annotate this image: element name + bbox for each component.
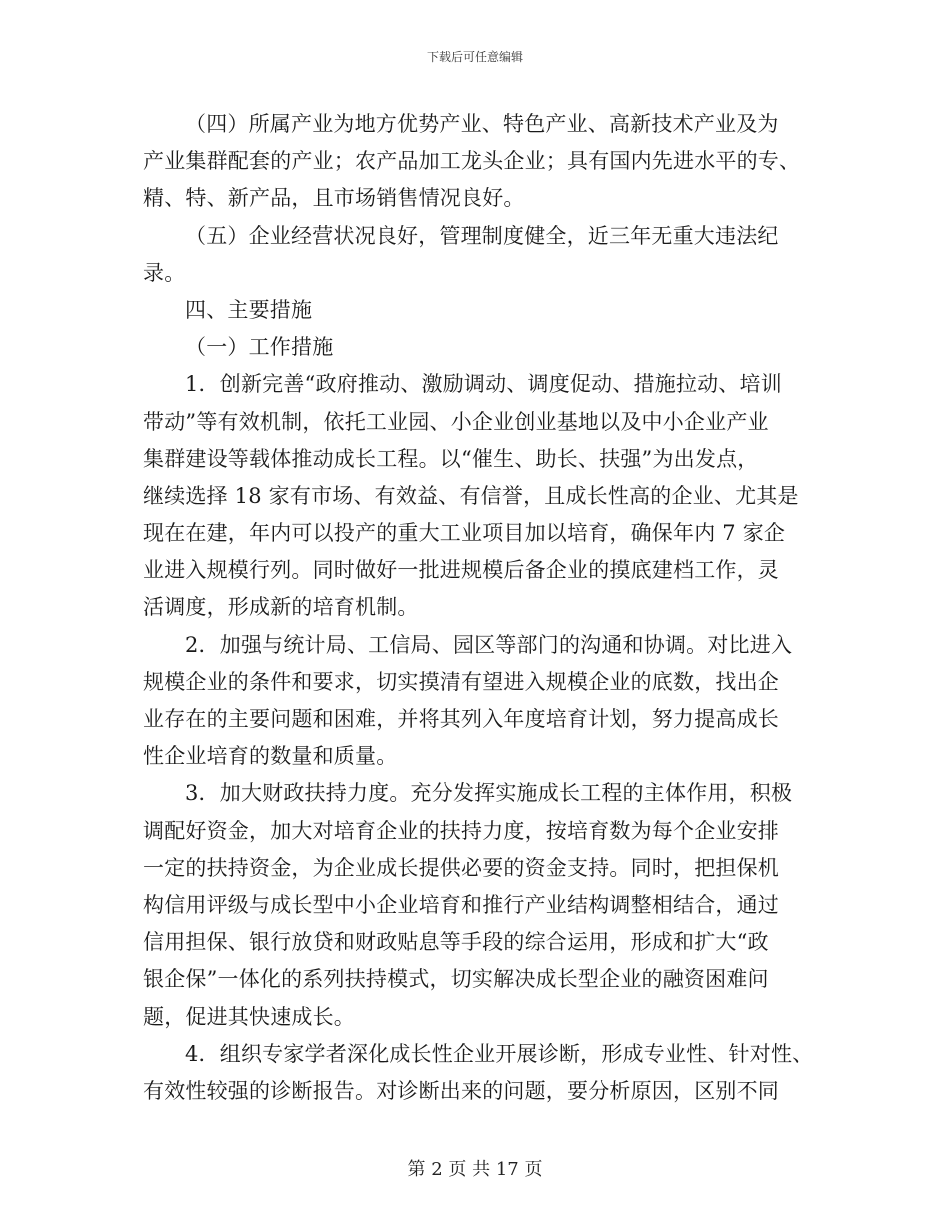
text-line: 题，促进其快速成长。	[143, 1004, 355, 1029]
text-line: 精、特、新产品，且市场销售情况良好。	[143, 186, 525, 211]
page-header: 下载后可任意编辑	[426, 50, 523, 64]
text-line: 业存在的主要问题和困难，并将其列入年度培育计划，努力提高成长	[143, 707, 779, 731]
text-line: 一定的扶持资金，为企业成长提供必要的资金支持。同时，把担保机	[143, 855, 779, 880]
text-line: 继续选择 18 家有市场、有效益、有信誉，且成长性高的企业、尤其是	[143, 483, 799, 508]
text-line: 信用担保、银行放贷和财政贴息等手段的综合运用，形成和扩大“政	[143, 930, 769, 955]
text-line: 4．组织专家学者深化成长性企业开展诊断，形成专业性、针对性、	[185, 1041, 814, 1066]
text-line: 产业集群配套的产业；农产品加工龙头企业；具有国内先进水平的专、	[143, 149, 801, 174]
text-line: 有效性较强的诊断报告。对诊断出来的问题，要分析原因，区别不同	[143, 1078, 779, 1103]
text-line: 3．加大财政扶持力度。充分发挥实施成长工程的主体作用，积极	[185, 781, 793, 806]
text-line: 规模企业的条件和要求，切实摸清有望进入规模企业的底数，找出企	[143, 669, 779, 694]
text-line: （五）企业经营状况良好，管理制度健全，近三年无重大违法纪	[185, 223, 779, 248]
text-line: （一）工作措施	[185, 335, 334, 360]
text-line: 集群建设等载体推动成长工程。以“催生、助长、扶强”为出发点，	[143, 446, 759, 471]
text-line: 四、主要措施	[185, 297, 313, 322]
document-body	[143, 106, 813, 1110]
text-line: 调配好资金，加大对培育企业的扶持力度，按培育数为每个企业安排	[143, 818, 779, 843]
text-line: 带动”等有效机制，依托工业园、小企业创业基地以及中小企业产业	[143, 409, 769, 434]
text-line: 录。	[143, 260, 186, 285]
text-line: 业进入规模行列。同时做好一批进规模后备企业的摸底建档工作，灵	[143, 558, 779, 583]
text-line: 银企保”一体化的系列扶持模式，切实解决成长型企业的融资困难问	[143, 967, 769, 992]
text-line: 现在在建，年内可以投产的重大工业项目加以培育，确保年内 7 家企	[143, 521, 786, 546]
text-line: （四）所属产业为地方优势产业、特色产业、高新技术产业及为	[185, 112, 779, 136]
text-line: 2．加强与统计局、工信局、园区等部门的沟通和协调。对比进入	[185, 632, 793, 657]
text-line: 活调度，形成新的培育机制。	[143, 595, 419, 620]
page-number: 第 2 页 共 17 页	[407, 1159, 543, 1180]
text-line: 构信用评级与成长型中小企业培育和推行产业结构调整相结合，通过	[143, 892, 779, 917]
text-line: 性企业培育的数量和质量。	[143, 744, 398, 769]
text-line: 1．创新完善“政府推动、激励调动、调度促动、措施拉动、培训	[185, 372, 782, 397]
